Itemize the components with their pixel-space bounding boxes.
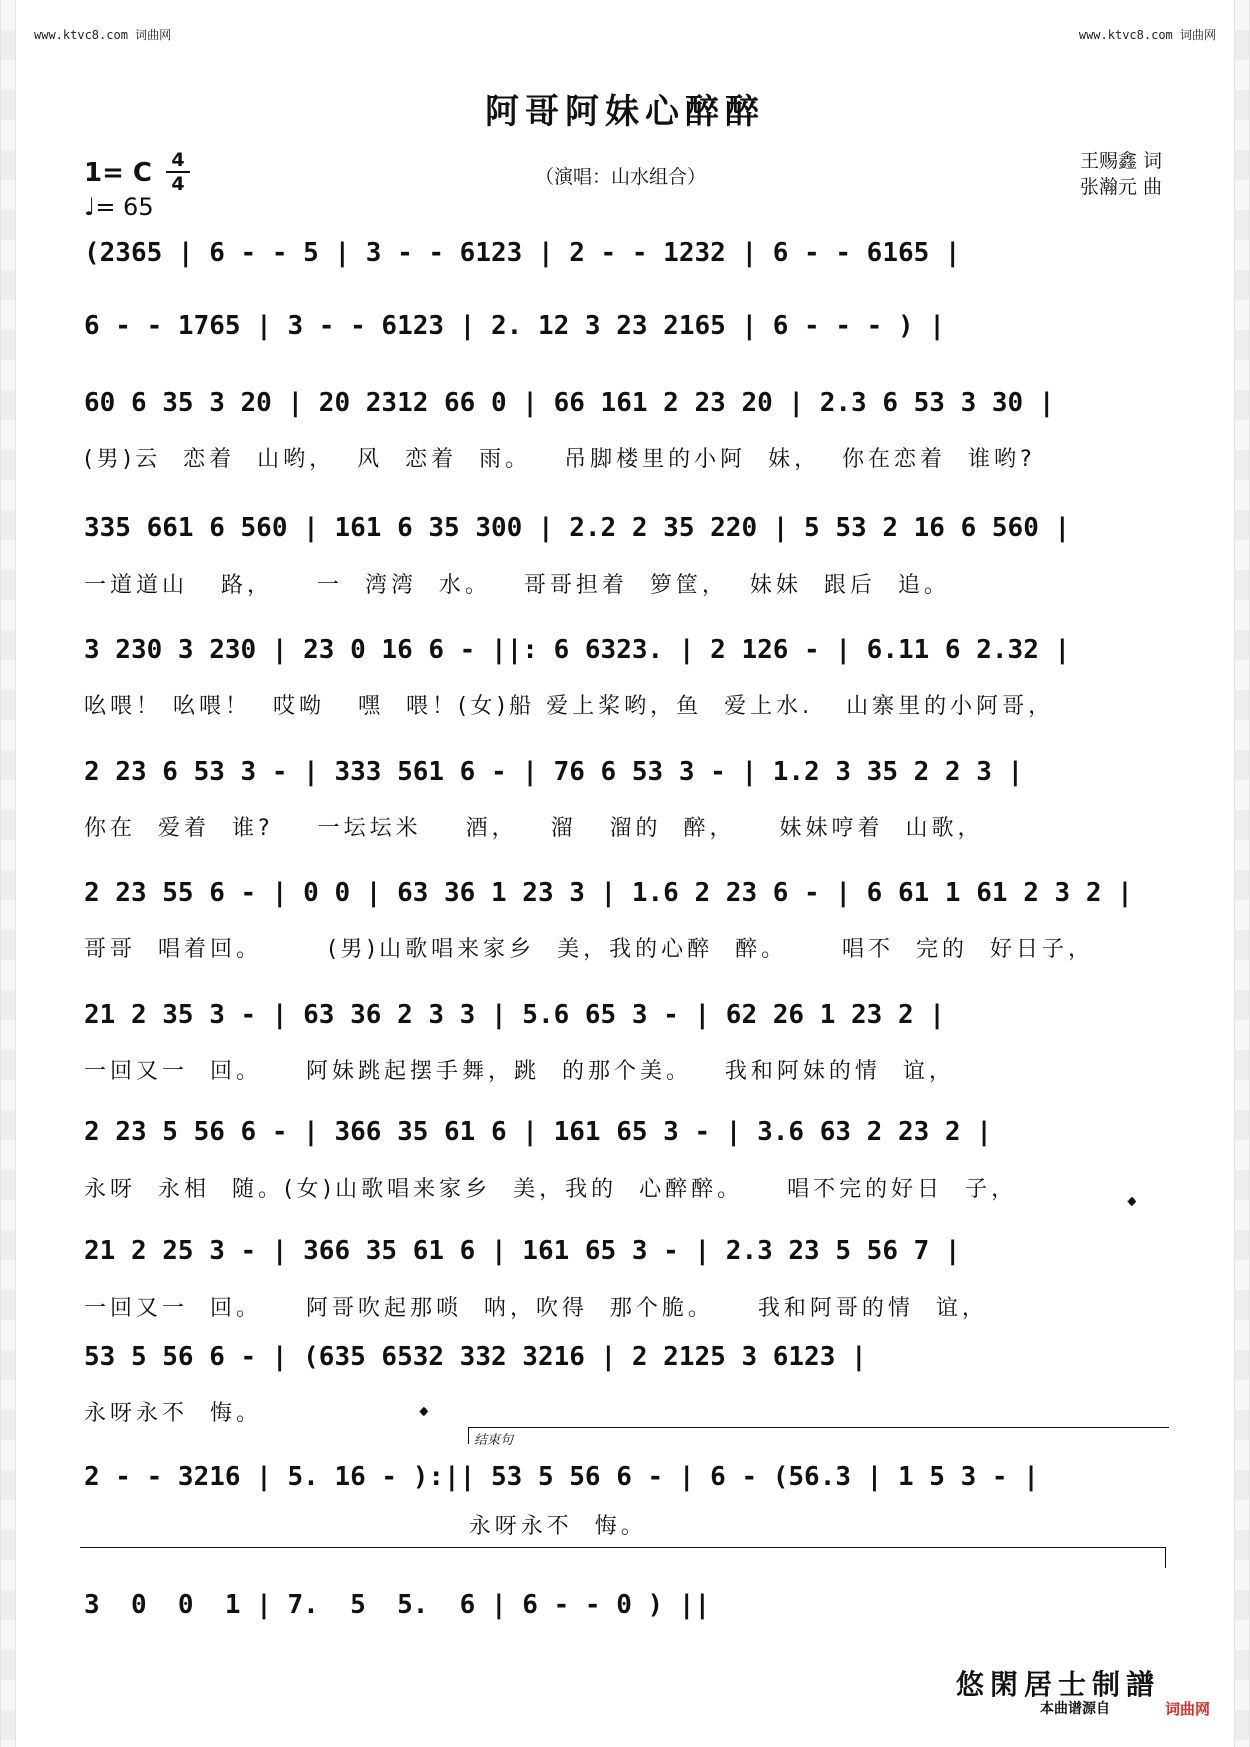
lyric-line: 永呀 永相 随。(女)山歌唱来家乡 美，我的 心醉醉。 唱不完的好日 子，: [84, 1177, 1018, 1202]
time-signature: [166, 150, 190, 194]
coda-sign-bottom: 𝄌: [420, 1404, 428, 1429]
notation-line: 6 - - 1765 | 3 - - 6123 | 2. 12 3 23 2165 | 6 - - - ) |: [84, 311, 945, 341]
left-margin-strip: [0, 0, 16, 1747]
notation-line: 2 23 5 56 6 - | 366 35 61 6 | 161 65 3 - | 3.6 63 2 23 2 |: [84, 1117, 992, 1147]
tempo-marking: ♩= 65: [84, 193, 154, 221]
notation-line: 2 23 6 53 3 - | 333 561 6 - | 76 6 53 3 - | 1.2 3 35 2 2 3 |: [84, 757, 1024, 787]
lyric-line: 哥哥 唱着回。 (男)山歌唱来家乡 美，我的心醉 醉。 唱不 完的 好日子，: [84, 937, 1095, 962]
lyric-line: 一回又一 回。 阿妹跳起摆手舞，跳 的那个美。 我和阿妹的情 谊，: [84, 1059, 955, 1084]
right-margin-strip: [1234, 0, 1250, 1747]
lyric-line: 一回又一 回。 阿哥吹起那唢 呐，吹得 那个脆。 我和阿哥的情 谊，: [84, 1296, 988, 1321]
lyric-line: 一道道山 路， 一 湾湾 水。 哥哥担着 箩筐， 妹妹 跟后 追。: [84, 573, 950, 598]
coda-sign-top: 𝄌: [1128, 1194, 1136, 1219]
notation-line: 335 661 6 560 | 161 6 35 300 | 2.2 2 35 220 | 5 53 2 16 6 560 |: [84, 513, 1071, 543]
site-link-right[interactable]: www.ktvc8.com 词曲网: [1078, 28, 1216, 42]
song-title: 阿哥阿妹心醉醉: [485, 92, 765, 132]
notation-line: 3 230 3 230 | 23 0 16 6 - ||: 6 6323. | 2 126 - | 6.11 6 2.32 |: [84, 635, 1071, 665]
performer-credit: （演唱：山水组合）: [535, 166, 707, 188]
source-logo[interactable]: 词曲网: [1164, 1700, 1210, 1718]
notation-line: 2 23 55 6 - | 0 0 | 63 36 1 23 3 | 1.6 2 23 6 - | 6 61 1 61 2 3 2 |: [84, 878, 1133, 908]
author-credits: [1080, 148, 1162, 200]
notation-line: 3 0 0 1 | 7. 5 5. 6 | 6 - - 0 ) ||: [84, 1590, 711, 1620]
lyric-line: 你在 爱着 谁? 一坛坛米 酒， 溜 溜的 醉， 妹妹哼着 山歌，: [84, 816, 984, 841]
key-signature: 1= C: [84, 158, 153, 188]
composer-credit: 张瀚元 曲: [1079, 176, 1162, 198]
time-signature-numerator: 4: [171, 149, 185, 171]
notation-line: 2 - - 3216 | 5. 16 - ):|| 53 5 56 6 - | 6 - (56.3 | 1 5 3 - |: [84, 1462, 1039, 1492]
lyric-line: 永呀永不 悔。: [84, 1401, 262, 1426]
notation-line: 21 2 25 3 - | 366 35 61 6 | 161 65 3 - | 2.3 23 5 56 7 |: [84, 1236, 961, 1266]
notation-line: 53 5 56 6 - | (635 6532 332 3216 | 2 2125 3 6123 |: [84, 1342, 867, 1372]
ending-bracket: [468, 1427, 1169, 1444]
final-line-bracket: [80, 1547, 1166, 1568]
notation-line: 60 6 35 3 20 | 20 2312 66 0 | 66 161 2 23 20 | 2.3 6 53 3 30 |: [84, 388, 1055, 418]
site-link-left[interactable]: www.ktvc8.com 词曲网: [34, 28, 172, 42]
arranger-brand: 悠閑居士制譜: [955, 1668, 1160, 1701]
lyricist-credit: 王赐鑫 词: [1079, 150, 1162, 172]
source-note: 本曲谱源自: [1040, 1701, 1110, 1717]
notation-line: (2365 | 6 - - 5 | 3 - - 6123 | 2 - - 1232 | 6 - - 6165 |: [84, 238, 961, 268]
lyric-line: 永呀永不 悔。: [84, 1514, 647, 1539]
lyric-line: 吆喂！ 吆喂！ 哎呦 嘿 喂！(女)船 爱上桨哟，鱼 爱上水. 山寨里的小阿哥，: [84, 694, 1055, 719]
lyric-line: (男)云 恋着 山哟， 风 恋着 雨。 吊脚楼里的小阿 妹， 你在恋着 谁哟?: [84, 447, 1036, 472]
ending-label: 结束句: [474, 1433, 514, 1448]
notation-line: 21 2 35 3 - | 63 36 2 3 3 | 5.6 65 3 - | 62 26 1 23 2 |: [84, 1000, 945, 1030]
time-signature-denominator: 4: [171, 173, 185, 195]
